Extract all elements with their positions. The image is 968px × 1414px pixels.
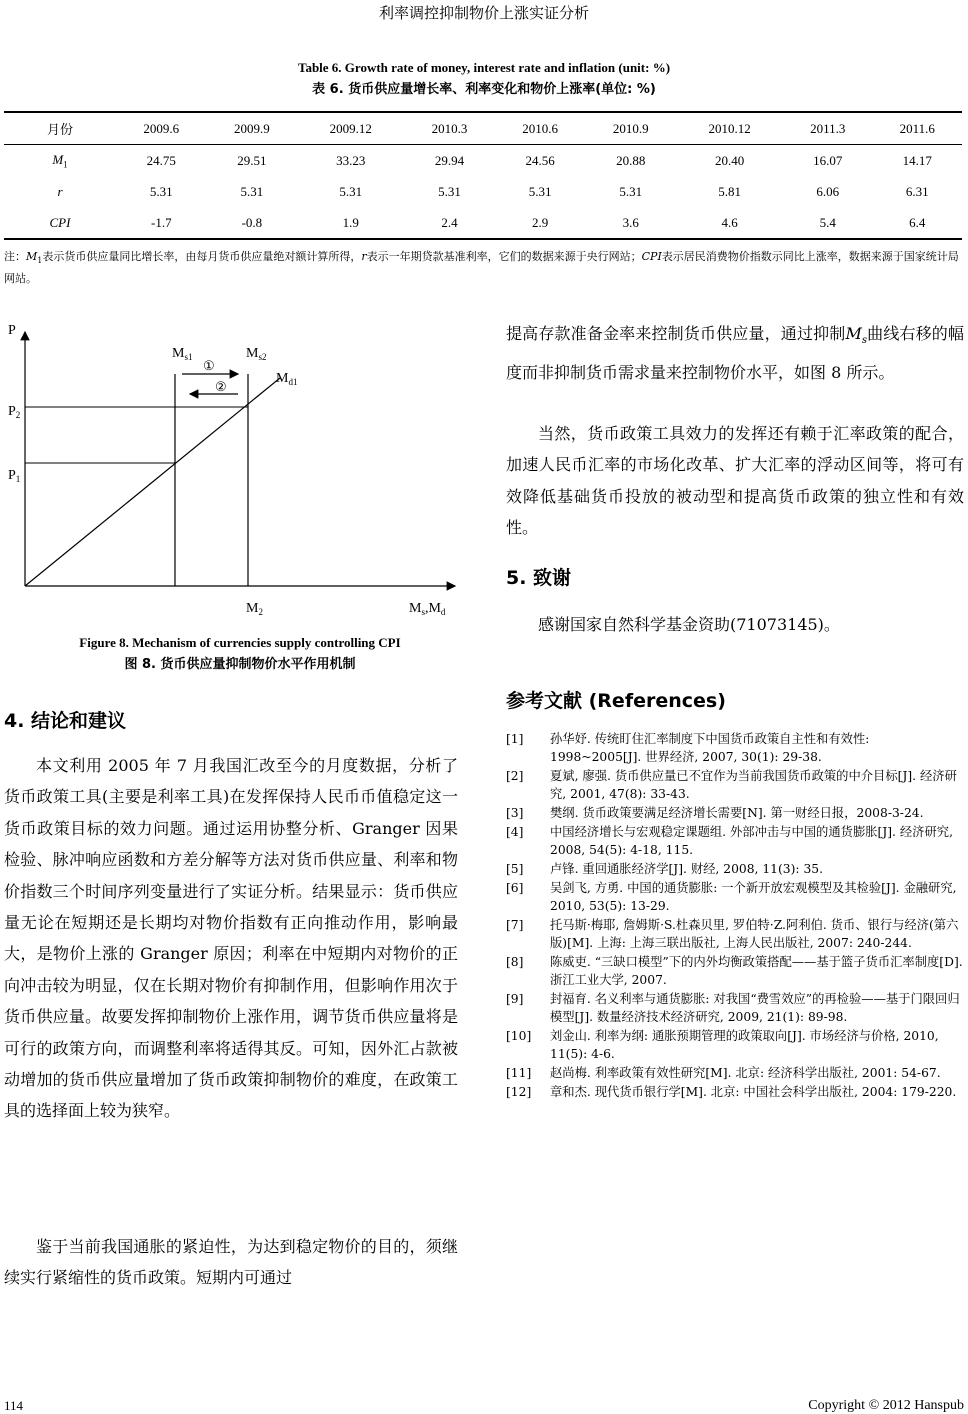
table-cell: 5.31 [438,183,461,199]
references-title: 参考文献 (References) [506,690,726,712]
row-label: CPI [49,214,71,230]
md1-demand-curve [25,378,280,586]
column-header: 2010.12 [708,120,751,136]
table-cell: 6.4 [909,214,926,230]
column-header: 2009.6 [143,120,180,136]
column-header: 2010.3 [431,120,468,136]
reference-item: [7] 托马斯·梅耶, 詹姆斯·S.杜森贝里, 罗伯特·Z.阿利伯. 货币、银行与经济(第六版)[M]. 上海: 上海三联出版社, 上海人民出版社, 2007: 240-244. [506,918,959,950]
table-cell: 2.4 [441,214,458,230]
data-table [4,111,962,240]
figure-caption-zh: 图 8. 货币供应量抑制物价水平作用机制 [124,657,356,672]
table-cell: 5.31 [240,183,264,199]
table-cell: 29.51 [237,152,267,168]
column-header: 月份 [46,122,73,137]
x-axis-label: $M_s,M_d$ [409,601,446,617]
table-cell: 5.81 [718,183,741,199]
table-cell: 5.31 [528,183,552,199]
table-cell: 1.9 [342,214,359,230]
section-4-title: 4. 结论和建议 [4,710,127,732]
section-5-title: 5. 致谢 [506,567,572,589]
reference-item: [1] 孙华妤. 传统盯住汇率制度下中国货币政策自主性和有效性: 1998~2005[J]. 世界经济, 2007, 30(1): 29-38. [506,732,870,764]
table-cell: 5.31 [149,183,173,199]
table-note: 注：$M_1$表示货币供应量同比增长率，由每月货币供应量绝对额计算所得，r表示一年期贷款基准利率，它们的数据来源于央行网站；CPI表示居民消费物价指数示同比上涨率，数据来源于国家统计局网站。 [4,250,959,286]
table-cell: -1.7 [151,214,172,230]
reference-item: [3] 樊纲. 货币政策要满足经济增长需要[N]. 第一财经日报，2008-3-24. [506,806,924,820]
section-4-paragraph-2: 鉴于当前我国通胀的紧迫性，为达到稳定物价的目的，须继续实行紧缩性的货币政策。短期内可通过 [4,1237,458,1288]
table-cell: 33.23 [336,152,366,168]
table-cell: 6.06 [816,183,840,199]
table-cell: 16.07 [813,152,843,168]
arrow-2-label: ② [215,379,227,394]
reference-item: [4] 中国经济增长与宏观稳定课题组. 外部冲击与中国的通货膨胀[J]. 经济研究, 2008, 54(5): 4-18, 115. [506,825,953,857]
table-caption-en: Table 6. Growth rate of money, interest rate and inflation (unit: %) [297,60,671,75]
reference-item: [8] 陈威吏. “三缺口模型”下的内外均衡政策搭配——基于篮子货币汇率制度[D]. 浙江工业大学, 2007. [506,955,963,987]
mechanism-diagram [0,322,480,622]
column-header: 2009.12 [329,120,372,136]
running-header: 利率调控抑制物价上涨实证分析 [378,4,589,22]
reference-item: [5] 卢锋. 重回通胀经济学[J]. 财经, 2008, 11(3): 35. [506,862,824,876]
section-4-paragraph-1: 本文利用 2005 年 7 月我国汇改至今的月度数据，分析了货币政策工具(主要是利率工具)在发挥保持人民币币值稳定这一货币政策目标的效力问题。通过运用协整分析、Granger 因果检验、脉冲响应函数和方差分解等方法对货币供应量、利率和物价指数三个时间序列变量进行了实证分析。结果显示：货币供应量无论在短期还是长期均对物价指数有正向推动作用，影响最大，是物价上涨的 Granger 原因；利率在中短期内对物价的正向冲击较为明显，仅在长期对物价有抑制作用，但影响作用次于货币供应量。故要发挥抑制物价上涨作用，调节货币供应量将是可行的政策方向，而调整利率将适得其反。可知，因外汇占款被动增加的货币供应量增加了货币政策抑制物价的难度，在政策工具的选择面上较为狭窄。 [4,756,458,1121]
table-row [4,207,962,239]
copyright-notice: Copyright © 2012 Hanspub [808,1398,964,1413]
table-cell: 24.75 [146,152,176,168]
policy-paragraph: 当然，货币政策工具效力的发挥还有赖于汇率政策的配合，加速人民币汇率的市场化改革、扩大汇率的浮动区间等，将可有效降低基础货币投放的被动型和提高货币政策的独立性和有效性。 [506,424,964,538]
reference-item: [11] 赵尚梅. 利率政策有效性研究[M]. 北京: 经济科学出版社, 2001: 54-67. [506,1066,941,1080]
ms2-label: $M_{s2}$ [246,346,267,362]
md1-label: $M_{d1}$ [276,371,298,387]
table-cell: -0.8 [241,214,263,230]
row-label: $M_1$ [52,151,68,170]
p2-label: $P_2$ [8,404,21,420]
arrow-1-label: ① [203,358,215,373]
table-row [4,176,962,207]
column-header: 2011.3 [810,120,846,136]
column-header: 2011.6 [899,120,935,136]
table-cell: 24.56 [525,152,555,168]
column-header: 2010.6 [522,120,559,136]
table-cell: 6.31 [905,183,929,199]
table-caption-zh: 表 6. 货币供应量增长率、利率变化和物价上涨率(单位: %) [312,82,656,97]
reference-item: [2] 夏斌, 廖强. 货币供应量已不宜作为当前我国货币政策的中介目标[J]. 经济研究, 2001, 47(8): 33-43. [506,769,957,801]
column-header: 2010.9 [612,120,649,136]
table-cell: 5.31 [339,183,363,199]
table-cell: 4.6 [721,214,738,230]
table-cell: 5.31 [619,183,643,199]
table-cell: 20.88 [616,152,646,168]
table-header-row [4,112,962,145]
table-cell: 14.17 [902,152,932,168]
reference-list [506,730,964,1102]
reference-item: [12] 章和杰. 现代货币银行学[M]. 北京: 中国社会科学出版社, 2004: 179-220. [506,1085,957,1099]
reference-item: [10] 刘金山. 利率为纲: 通胀预期管理的政策取向[J]. 市场经济与价格, 2010, 11(5): 4-6. [506,1029,939,1061]
figure-caption-en: Figure 8. Mechanism of currencies supply controlling CPI [79,635,401,650]
page-number: 114 [4,1398,24,1413]
reference-item: [9] 封福育. 名义利率与通货膨胀: 对我国“费雪效应”的再检验——基于门限回归模型[J]. 数量经济技术经济研究, 2009, 21(1): 89-98. [506,992,960,1024]
continued-paragraph: 提高存款准备金率来控制货币供应量，通过抑制$M_s$曲线右移的幅度而非抑制货币需求量来控制物价水平，如图 8 所示。 [506,324,964,382]
table-cell: 20.40 [714,152,745,168]
p-axis-label: P [8,323,16,338]
table-row [4,145,962,177]
table-cell: 29.94 [434,152,465,168]
ms1-label: $M_{s1}$ [172,346,193,362]
table-cell: 2.9 [532,214,549,230]
table-cell: 3.6 [622,214,639,230]
column-header: 2009.9 [234,120,270,136]
acknowledgement-text: 感谢国家自然科学基金资助(71073145)。 [538,615,840,634]
m2-label: $M_2$ [246,601,263,617]
reference-item: [6] 吴剑飞, 方勇. 中国的通货膨胀: 一个新开放宏观模型及其检验[J]. 金融研究, 2010, 53(5): 13-29. [506,881,957,913]
table-cell: 5.4 [819,214,836,230]
row-label: r [57,183,63,199]
p1-label: $P_1$ [8,468,21,484]
